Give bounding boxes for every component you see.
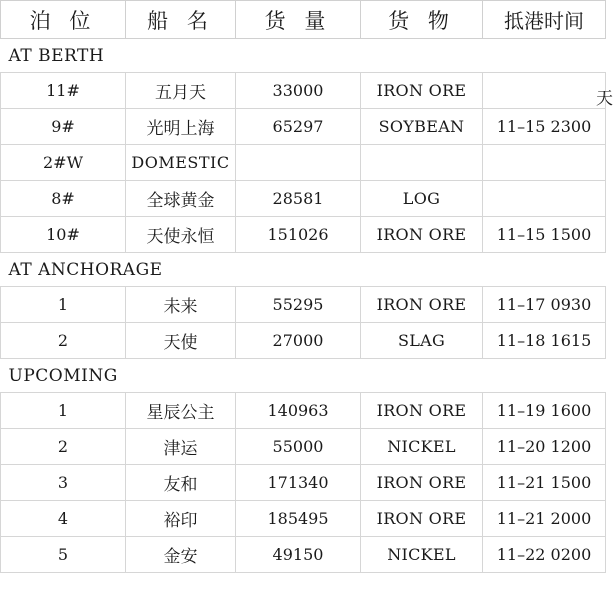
eta-cell: 11–22 0200 [483, 537, 606, 573]
quantity-cell: 65297 [236, 109, 361, 145]
eta-cell: 11–15 1500 [483, 217, 606, 253]
eta-cell: 11–17 0930 [483, 287, 606, 323]
cargo-cell: SLAG [361, 323, 483, 359]
section-title: AT BERTH [1, 39, 606, 73]
table-row [1, 181, 606, 217]
header-ship-name: 船 名 [126, 1, 236, 39]
cargo-cell: SOYBEAN [361, 109, 483, 145]
cargo-cell: IRON ORE [361, 465, 483, 501]
eta-cell: 11–15 2300 [483, 109, 606, 145]
cargo-cell: NICKEL [361, 429, 483, 465]
cargo-cell: IRON ORE [361, 73, 483, 109]
table-row [1, 145, 606, 181]
ship-name-cell: 金安 [126, 537, 236, 573]
berth-cell: 11# [1, 73, 126, 109]
cargo-cell: IRON ORE [361, 501, 483, 537]
table-row [1, 501, 606, 537]
eta-cell: 11–18 1615 [483, 323, 606, 359]
eta-cell: 11–20 1200 [483, 429, 606, 465]
berth-cell: 5 [1, 537, 126, 573]
cargo-cell: IRON ORE [361, 393, 483, 429]
ship-name-cell: 友和 [126, 465, 236, 501]
berth-cell: 1 [1, 393, 126, 429]
ship-name-cell: 全球黄金 [126, 181, 236, 217]
cargo-cell: IRON ORE [361, 287, 483, 323]
eta-cell [483, 73, 606, 109]
cargo-cell: NICKEL [361, 537, 483, 573]
ship-name-cell: 津运 [126, 429, 236, 465]
ship-name-cell: 裕印 [126, 501, 236, 537]
header-eta: 抵港时间 [483, 1, 606, 39]
cargo-cell [361, 145, 483, 181]
table-row [1, 217, 606, 253]
header-cargo: 货 物 [361, 1, 483, 39]
berth-cell: 9# [1, 109, 126, 145]
ship-name-cell: 五月天 [126, 73, 236, 109]
header-quantity: 货 量 [236, 1, 361, 39]
clipped-text: 天 [596, 89, 613, 109]
berth-cell: 3 [1, 465, 126, 501]
quantity-cell: 140963 [236, 393, 361, 429]
cargo-cell: IRON ORE [361, 217, 483, 253]
eta-cell [483, 145, 606, 181]
quantity-cell: 55295 [236, 287, 361, 323]
ship-name-cell: 天使 [126, 323, 236, 359]
table-row [1, 393, 606, 429]
cargo-cell: LOG [361, 181, 483, 217]
quantity-cell: 28581 [236, 181, 361, 217]
ship-name-cell: 未来 [126, 287, 236, 323]
ship-name-cell: 星辰公主 [126, 393, 236, 429]
quantity-cell: 27000 [236, 323, 361, 359]
berth-cell: 4 [1, 501, 126, 537]
table-row [1, 287, 606, 323]
berth-cell: 10# [1, 217, 126, 253]
section-header [1, 359, 606, 393]
header-row [1, 1, 606, 39]
section-header [1, 253, 606, 287]
table-row [1, 537, 606, 573]
section-header [1, 39, 606, 73]
eta-cell: 11–21 1500 [483, 465, 606, 501]
berth-cell: 2 [1, 323, 126, 359]
table-row [1, 429, 606, 465]
quantity-cell: 185495 [236, 501, 361, 537]
quantity-cell: 151026 [236, 217, 361, 253]
eta-cell: 11–21 2000 [483, 501, 606, 537]
quantity-cell: 33000 [236, 73, 361, 109]
section-title: AT ANCHORAGE [1, 253, 606, 287]
table-row [1, 73, 606, 109]
header-berth: 泊 位 [1, 1, 126, 39]
berth-cell: 1 [1, 287, 126, 323]
table-row [1, 109, 606, 145]
ship-name-cell: 天使永恒 [126, 217, 236, 253]
quantity-cell: 55000 [236, 429, 361, 465]
section-title: UPCOMING [1, 359, 606, 393]
berth-cell: 2 [1, 429, 126, 465]
eta-cell: 11–19 1600 [483, 393, 606, 429]
berth-cell: 2#W [1, 145, 126, 181]
berth-cell: 8# [1, 181, 126, 217]
quantity-cell: 171340 [236, 465, 361, 501]
ship-name-cell: DOMESTIC [126, 145, 236, 181]
eta-cell [483, 181, 606, 217]
ship-name-cell: 光明上海 [126, 109, 236, 145]
quantity-cell: 49150 [236, 537, 361, 573]
quantity-cell [236, 145, 361, 181]
table-row [1, 465, 606, 501]
table-row [1, 323, 606, 359]
